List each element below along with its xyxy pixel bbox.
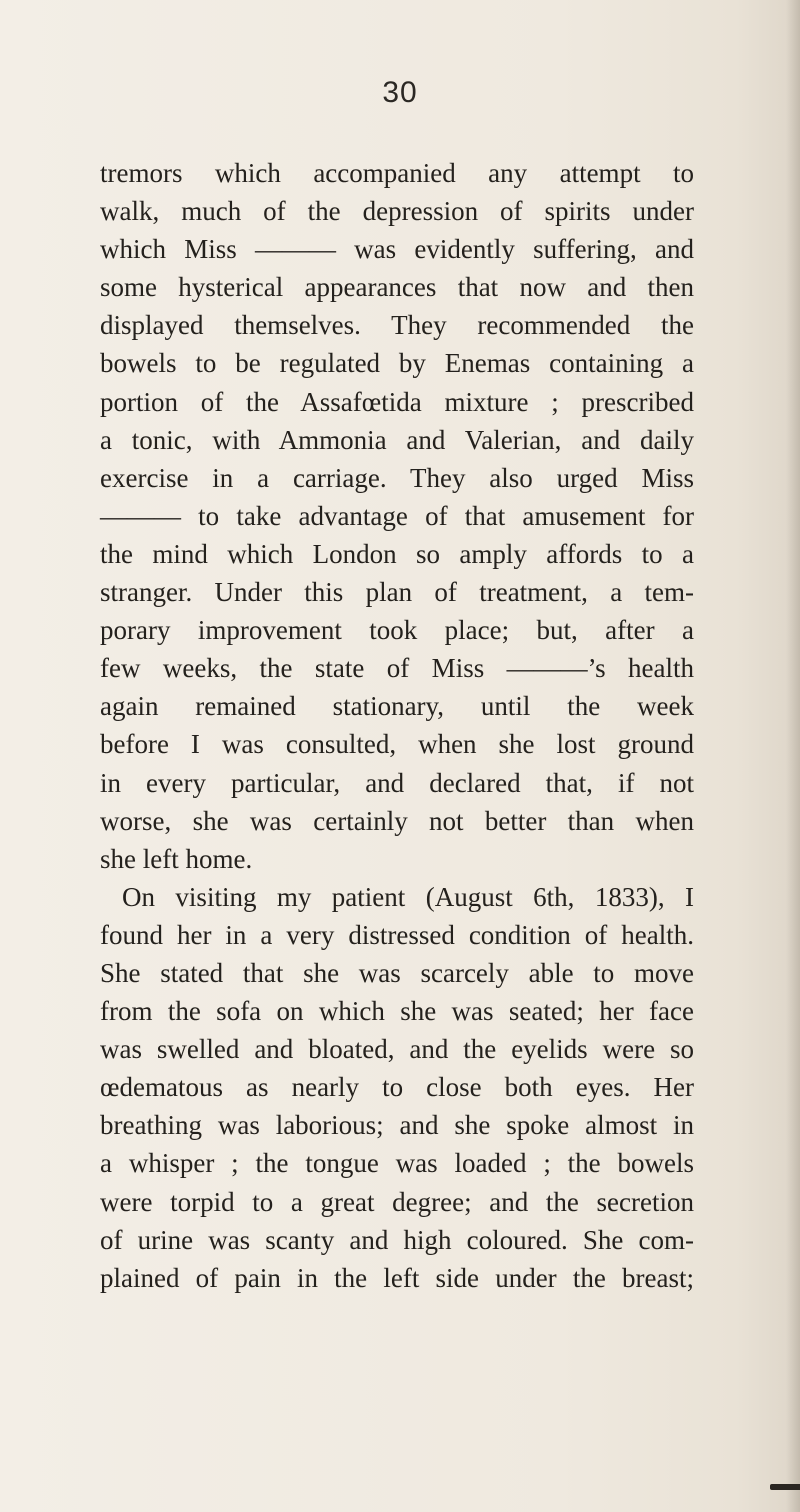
text-line: walk, much of the depression of spirits under bbox=[100, 196, 694, 227]
text-line: plained of pain in the left side under the breast; bbox=[100, 1262, 694, 1293]
text-line: in every particular, and declared that, if not bbox=[100, 767, 694, 798]
page-number: 30 bbox=[382, 76, 418, 109]
text-line: before I was consulted, when she lost ground bbox=[100, 729, 694, 760]
page-edge-shadow bbox=[786, 0, 800, 1512]
text-line: portion of the Assafœtida mixture ; prescribed bbox=[100, 386, 694, 417]
paragraph-start-line: On visiting my patient (August 6th, 1833), I bbox=[122, 881, 694, 912]
text-line: bowels to be regulated by Enemas containing a bbox=[100, 348, 694, 379]
text-line: few weeks, the state of Miss ———’s health bbox=[100, 653, 694, 684]
text-line: She stated that she was scarcely able to move bbox=[100, 957, 694, 988]
text-line: breathing was laborious; and she spoke almost in bbox=[100, 1110, 694, 1141]
text-line: found her in a very distressed condition of health. bbox=[100, 919, 694, 950]
text-line: was swelled and bloated, and the eyelids were so bbox=[100, 1034, 694, 1065]
text-line: œdematous as nearly to close both eyes. Her bbox=[100, 1072, 694, 1103]
text-line: some hysterical appearances that now and then bbox=[100, 272, 694, 303]
paragraph-end-line: she left home. bbox=[100, 843, 253, 874]
text-line: of urine was scanty and high coloured. She com- bbox=[100, 1224, 694, 1255]
text-line: which Miss ——— was evidently suffering, and bbox=[100, 234, 694, 265]
text-line: a whisper ; the tongue was loaded ; the bowels bbox=[100, 1148, 694, 1179]
text-line: ——— to take advantage of that amusement for bbox=[100, 500, 694, 531]
text-line: worse, she was certainly not better than when bbox=[100, 805, 694, 836]
body-text bbox=[100, 154, 694, 1297]
text-line: a tonic, with Ammonia and Valerian, and daily bbox=[100, 424, 694, 455]
text-line: displayed themselves. They recommended the bbox=[100, 310, 694, 341]
text-line: tremors which accompanied any attempt to bbox=[100, 158, 694, 188]
scan-edge-mark bbox=[770, 1484, 800, 1490]
text-line: the mind which London so amply affords to a bbox=[100, 538, 694, 569]
text-line: exercise in a carriage. They also urged Miss bbox=[100, 462, 694, 493]
text-line: again remained stationary, until the week bbox=[100, 691, 694, 722]
text-line: were torpid to a great degree; and the secretion bbox=[100, 1186, 694, 1217]
text-line: porary improvement took place; but, after a bbox=[100, 615, 694, 646]
text-line: stranger. Under this plan of treatment, a tem- bbox=[100, 577, 694, 608]
text-line: from the sofa on which she was seated; her face bbox=[100, 996, 694, 1027]
